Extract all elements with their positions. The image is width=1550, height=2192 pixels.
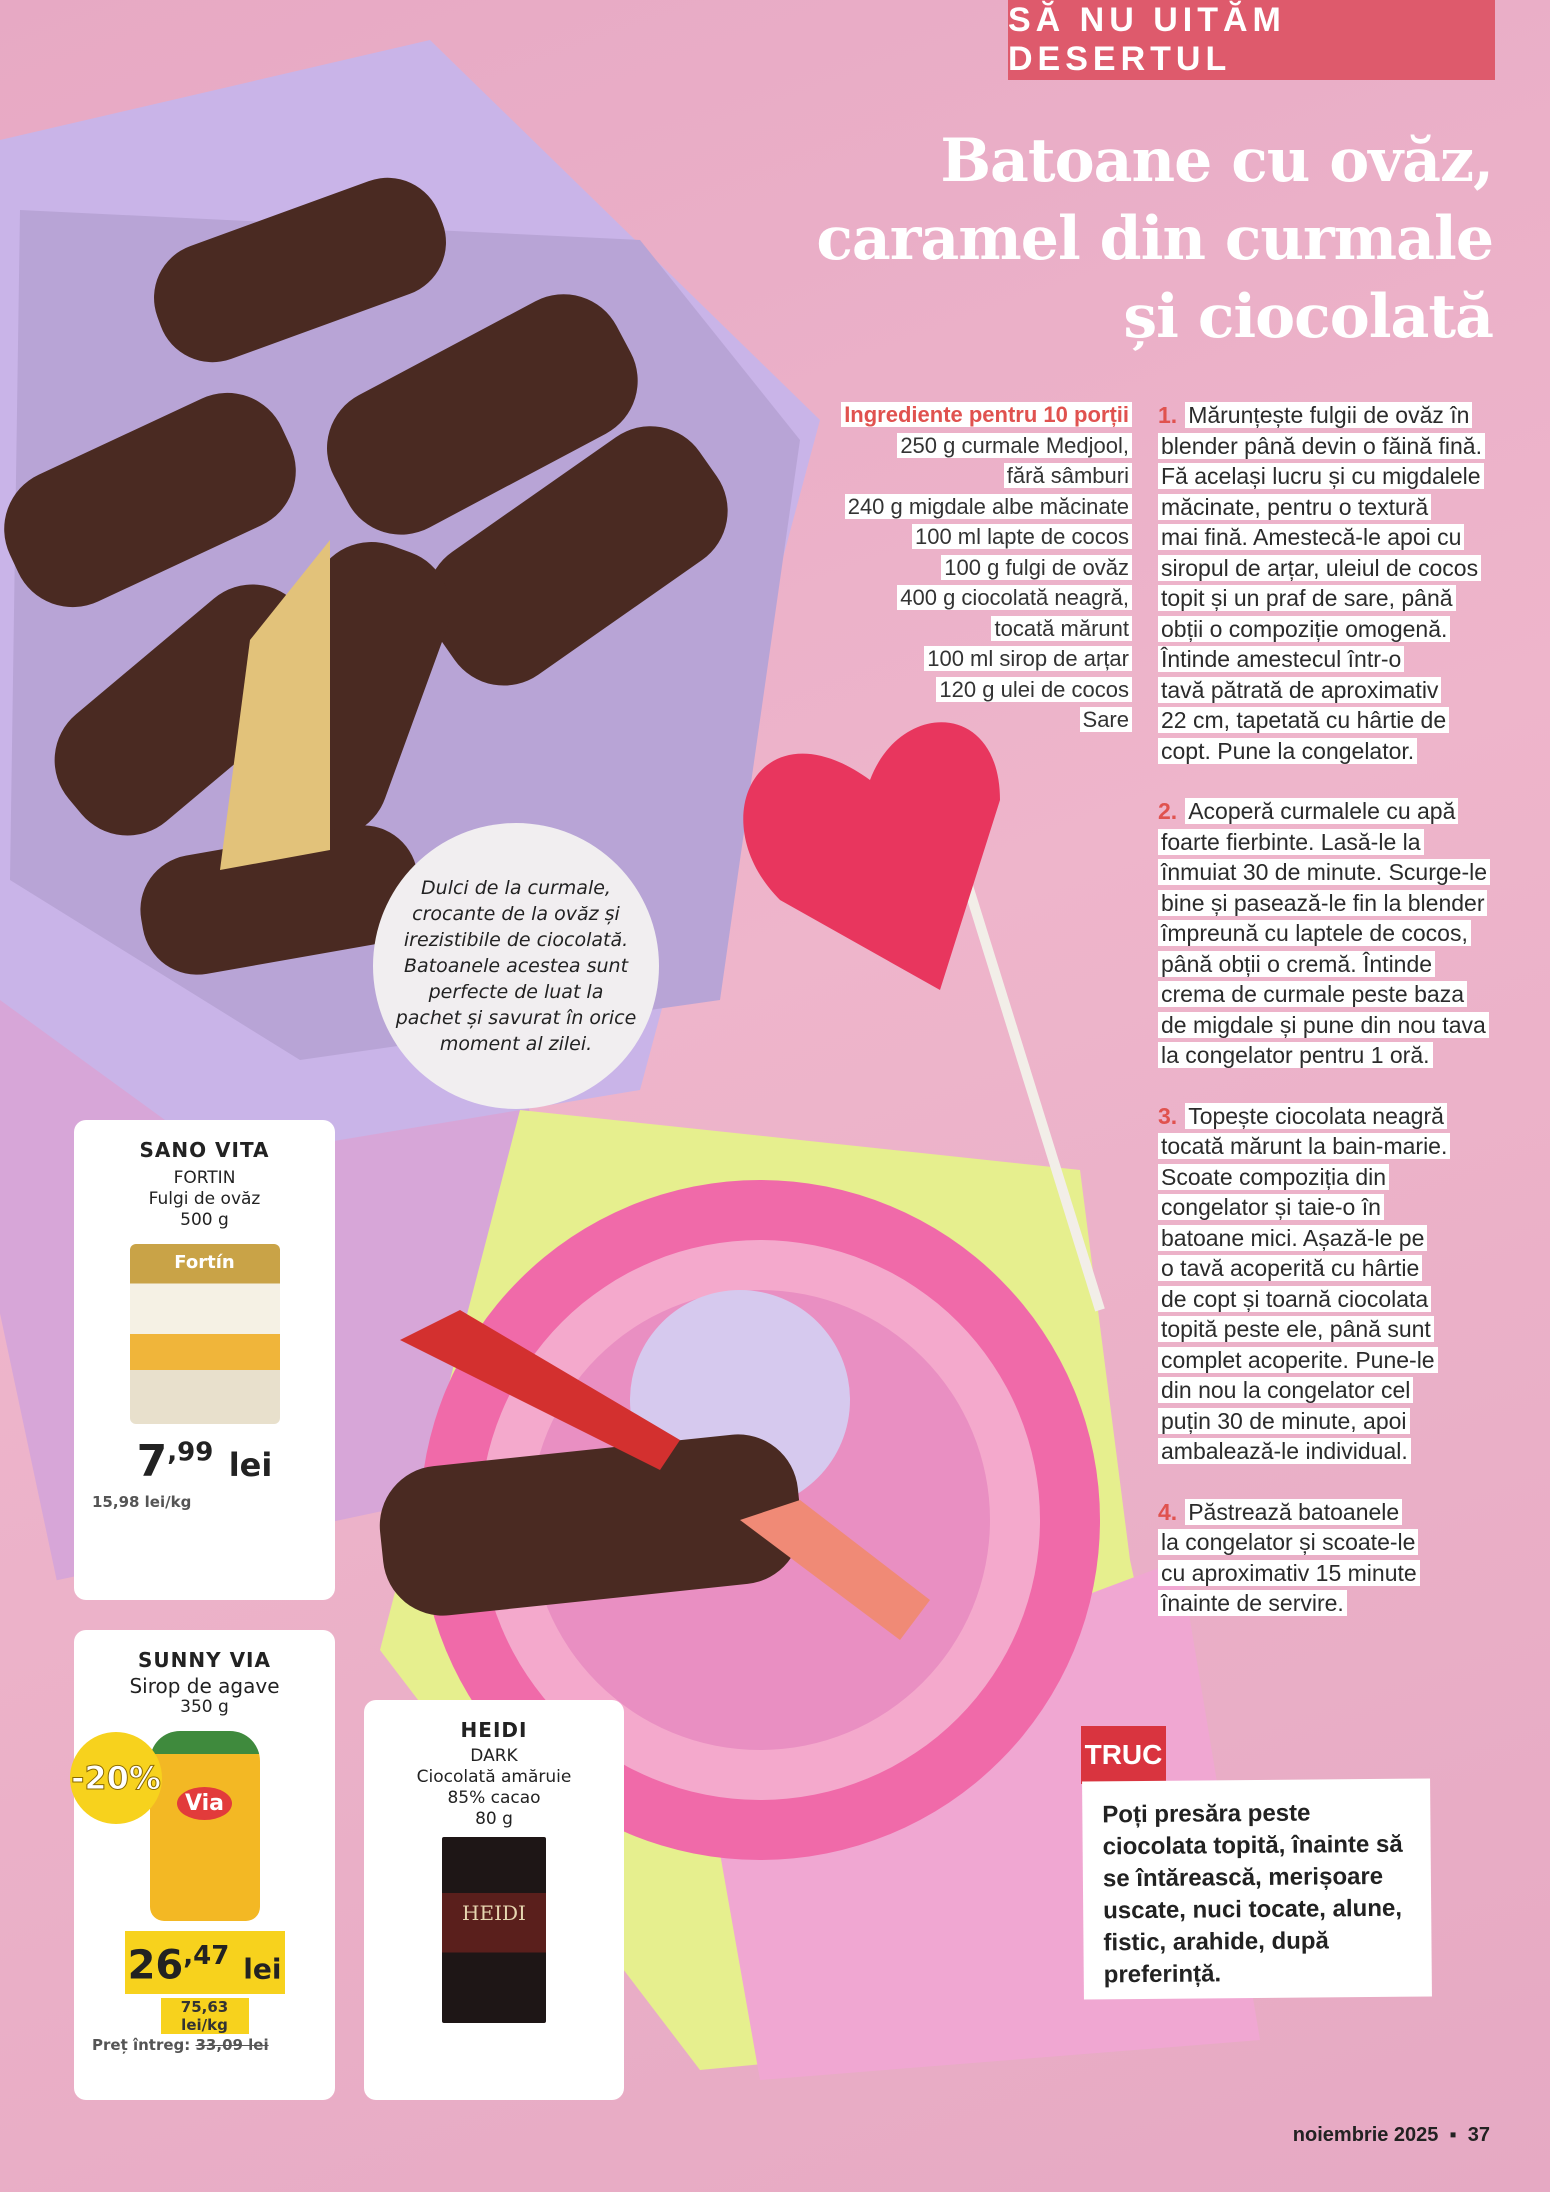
step-line: Topește ciocolata neagră — [1185, 1103, 1447, 1129]
unit-price: 75,63 lei/kg — [161, 1998, 249, 2034]
ingredient: 240 g migdale albe măcinate — [845, 494, 1132, 519]
recipe-steps — [1158, 400, 1498, 1649]
product-weight: 350 g — [180, 1697, 229, 1717]
step-line: copt. Pune la congelator. — [1158, 738, 1417, 764]
step-line: congelator și taie-o în — [1158, 1194, 1384, 1220]
price-dec: ,99 — [167, 1437, 214, 1468]
step-line: bine și pasează-le fin la blender — [1158, 890, 1487, 916]
issue-date: noiembrie 2025 — [1292, 2124, 1439, 2146]
discount-text: -20% — [71, 1759, 161, 1797]
recipe-step — [1158, 400, 1498, 766]
step-line: ambalează-le individual. — [1158, 1438, 1411, 1464]
step-line: din nou la congelator cel — [1158, 1377, 1413, 1403]
step-line: complet acoperite. Pune-le — [1158, 1347, 1438, 1373]
step-line: măcinate, pentru o textură — [1158, 494, 1431, 520]
recipe-step — [1158, 1101, 1498, 1467]
package-logo: HEIDI — [462, 1901, 526, 1925]
product-brand: SUNNY VIA — [138, 1648, 271, 1672]
step-line: cu aproximativ 15 minute — [1158, 1560, 1420, 1586]
step-line: de migdale și pune din nou tava — [1158, 1012, 1489, 1038]
title-line: Batoane cu ovăz, — [940, 126, 1493, 196]
step-line: batoane mici. Așază-le pe — [1158, 1225, 1427, 1251]
discount-badge — [70, 1732, 162, 1824]
title-line: caramel din curmale — [816, 204, 1493, 274]
price-currency: lei — [228, 1446, 273, 1484]
step-line: la congelator pentru 1 oră. — [1158, 1042, 1433, 1068]
step-line: topit și un praf de sare, până — [1158, 585, 1456, 611]
step-line: obții o compoziție omogenă. — [1158, 616, 1450, 642]
step-number: 4. — [1158, 1498, 1178, 1525]
product-line: DARK — [470, 1746, 518, 1766]
step-line: Acoperă curmalele cu apă — [1185, 798, 1458, 824]
product-card-sano-vita[interactable] — [74, 1120, 335, 1600]
tip-text: Poți presăra peste ciocolata topită, înainte să se întărească, merișoare uscate, nuci tocate, alune, fistic, arahide, după preferință. — [1102, 1799, 1403, 1989]
ingredient: 100 ml sirop de arțar — [924, 646, 1132, 671]
full-price: 33,09 lei — [195, 2036, 269, 2055]
heart-lollipop — [743, 722, 1000, 990]
price-int: 7 — [136, 1436, 168, 1487]
section-kicker: SĂ NU UITĂM DESERTUL — [1008, 0, 1495, 80]
product-brand: HEIDI — [460, 1718, 528, 1742]
step-line: topită peste ele, până sunt — [1158, 1316, 1434, 1342]
step-number: 3. — [1158, 1102, 1178, 1129]
ingredient: 250 g curmale Medjool, — [897, 433, 1132, 458]
step-line: Scoate compoziția din — [1158, 1164, 1389, 1190]
step-line: tocată mărunt la bain-marie. — [1158, 1133, 1450, 1159]
price-dec: ,47 — [183, 1941, 230, 1971]
recipe-title — [793, 122, 1493, 356]
package-logo: Via — [177, 1787, 232, 1820]
step-line: înmuiat 30 de minute. Scurge-le — [1158, 859, 1490, 885]
ingredient: Sare — [1080, 707, 1132, 732]
recipe-step — [1158, 796, 1498, 1071]
product-weight: 80 g — [475, 1809, 513, 1829]
step-line: până obții o cremă. Întinde — [1158, 951, 1435, 977]
step-number: 1. — [1158, 402, 1178, 428]
product-price — [74, 1436, 335, 1487]
step-line: înainte de servire. — [1158, 1590, 1347, 1616]
ingredient: 400 g ciocolată neagră, — [897, 585, 1132, 610]
ingredients-list — [712, 400, 1132, 736]
unit-price: 15,98 lei/kg — [92, 1493, 192, 1511]
step-line: tavă pătrată de aproximativ — [1158, 677, 1441, 703]
step-line: 22 cm, tapetată cu hârtie de — [1158, 707, 1449, 733]
quote-text: Dulci de la curmale, crocante de la ovăz și irezistibile de ciocolată. Batoanele acestea sunt perfecte de luat la pachet și savurat în orice moment al zilei. — [395, 877, 637, 1055]
title-line: și ciocolată — [1123, 282, 1493, 352]
full-price-label: Preț întreg: — [92, 2036, 191, 2055]
ingredient: 100 ml lapte de cocos — [912, 524, 1132, 549]
step-line: o tavă acoperită cu hârtie — [1158, 1255, 1422, 1281]
page-number: 37 — [1467, 2124, 1490, 2146]
product-name: Ciocolată amăruie — [416, 1767, 572, 1787]
product-card-sunny-via[interactable] — [71, 1630, 335, 2100]
step-line: Mărunțește fulgii de ovăz în — [1185, 402, 1472, 428]
step-line: blender până devin o făină fină. — [1158, 433, 1485, 459]
step-line: Păstrează batoanele — [1185, 1499, 1402, 1525]
tip-box — [1082, 1778, 1432, 1999]
step-line: de copt și toarnă ciocolata — [1158, 1286, 1431, 1312]
step-line: Întinde amestecul într-o — [1158, 646, 1404, 672]
agave-syrup-bottle — [150, 1731, 260, 1921]
ingredient: fără sâmburi — [1004, 463, 1132, 488]
step-line: puțin 30 de minute, apoi — [1158, 1408, 1410, 1434]
step-number: 2. — [1158, 798, 1178, 824]
product-brand: SANO VITA — [139, 1138, 270, 1162]
product-weight: 500 g — [180, 1210, 229, 1230]
ingredients-heading: Ingrediente pentru 10 porții — [841, 402, 1132, 427]
recipe-step — [1158, 1497, 1498, 1619]
oat-flakes-package — [130, 1244, 280, 1424]
page-footer: noiembrie 2025 ▪ 37 — [1292, 2124, 1490, 2146]
price-currency: lei — [243, 1952, 282, 1986]
step-line: Fă același lucru și cu migdalele — [1158, 463, 1484, 489]
package-logo: Fortín — [174, 1252, 235, 1273]
step-line: crema de curmale peste baza — [1158, 981, 1467, 1007]
product-line: FORTIN — [173, 1168, 236, 1188]
step-line: siropul de arțar, uleiul de cocos — [1158, 555, 1481, 581]
step-line: mai fină. Amestecă-le apoi cu — [1158, 524, 1464, 550]
quote-bubble — [373, 823, 659, 1109]
product-name: Fulgi de ovăz — [148, 1189, 261, 1209]
step-line: la congelator și scoate-le — [1158, 1529, 1418, 1555]
tip-label: TRUC — [1081, 1726, 1166, 1784]
product-card-heidi[interactable] — [364, 1700, 624, 2100]
product-name: Sirop de agave — [129, 1674, 280, 1698]
ingredient: tocată mărunt — [991, 616, 1132, 641]
step-line: împreună cu laptele de cocos, — [1158, 920, 1471, 946]
product-price — [125, 1931, 285, 1994]
price-int: 26 — [127, 1942, 184, 1989]
ingredient: 120 g ulei de cocos — [936, 677, 1132, 702]
product-cacao: 85% cacao — [447, 1788, 541, 1808]
ingredient: 100 g fulgi de ovăz — [941, 555, 1132, 580]
chocolate-package — [442, 1837, 546, 2023]
step-line: foarte fierbinte. Lasă-le la — [1158, 829, 1424, 855]
